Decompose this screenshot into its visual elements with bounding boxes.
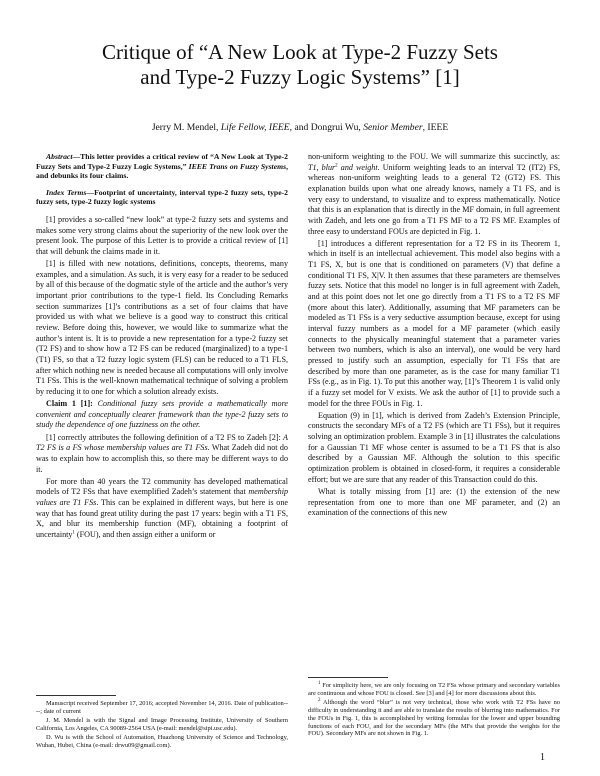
title-line-2: and Type-2 Fuzzy Logic Systems” [1] — [140, 65, 460, 89]
author-tail: , IEEE — [422, 122, 449, 133]
footnote-2-mark: 2 — [318, 697, 321, 703]
paragraph-equation: Equation (9) in [1], which is derived from Zadeh’s Extension Principle, constructs the secondary MFs of a T2 FS (which are T1 FSs), but it requires solving an optimization problem. Example 3 in [1] illustrates the calculations for a Gaussian T1 MF whose center is assumed to be a T1 FS that is also described by a Gaussian MF. Although the solution to this specific optimization problem is obtained in closed-form, it requires a considerable effort; but we are sure that any reader of this Transaction could do this. — [308, 410, 560, 484]
history-quote: membership values are T1 FSs — [36, 487, 288, 508]
abstract — [36, 152, 288, 181]
author-1: Jerry M. Mendel, — [151, 122, 221, 133]
footnote-rule-left — [36, 695, 116, 696]
footnote-1 — [308, 682, 560, 698]
attr-pre: [1] correctly attributes the following definition of a T2 FS to Zadeh [2]: — [46, 432, 284, 442]
abstract-label: Abstract — [46, 152, 73, 161]
manuscript-note: Manuscript received September 17, 2016; accepted November 14, 2016. Date of publication----; date of current — [36, 700, 288, 715]
blur-quote: T1, blur — [308, 162, 336, 172]
history-post: . This can be explained in different ways, but here is one way that has found great utility during the past 17 years: begin with a T1 FS, X, and blur its membership function (MF), obtaining a footprint of uncertainty — [36, 498, 288, 539]
right-column — [308, 152, 560, 520]
index-terms-dash: — — [86, 187, 95, 197]
paragraph-overview: [1] is filled with new notations, definitions, concepts, theorems, many examples, and a simulation. As such, it is very easy for a reader to be seduced by all of this because of the dogmatic style of the article and the author’s very important prior contributions to the type-1 field. Its Concluding Remarks section summarizes [1]’s contributions as a set of four claims that have provided us with what we believe is a good way to construct this critical review. Before doing this, however, we would like to summarize what the author’s intent is. It is to provide a new representation for a type-2 fuzzy set (T2 FS) and to show how a T2 FS can be reduced (marginalized) to a type-1 (T1) FS, so that a T2 fuzzy logic system (FLS) can be reduced to a T1 FLS, after which nothing new is needed because all computations will only involve T1 FSs. This is the well-known mathematical technique of solving a problem by reducing it to one for which a solution already exists. — [36, 259, 288, 396]
attr-quote: A T2 FS is a FS whose membership values are T1 FSs — [36, 432, 288, 453]
paragraph-blur — [308, 152, 560, 237]
claim-1 — [36, 399, 288, 431]
claim-1-label: Claim 1 [1]: — [46, 399, 93, 409]
abstract-dash: — — [72, 152, 81, 161]
left-footnotes — [36, 690, 288, 750]
footnote-1-text: For simplicity here, we are only focusing on T2 FSs whose primary and secondary variables are continuous and whose FOU is closed. See [3] and [4] for more discussions about this. — [308, 682, 560, 697]
footnote-ref-1: 1 — [72, 530, 75, 536]
author-2-role: Senior Member — [363, 122, 423, 133]
abstract-journal: IEEE Trans on Fuzzy Systems — [188, 161, 287, 171]
page-number: 1 — [540, 752, 545, 763]
index-terms-text: Footprint of uncertainty, interval type-2 fuzzy sets, type-2 fuzzy sets, type-2 fuzzy logic systems — [36, 187, 289, 207]
claim-1-text: Conditional fuzzy sets provide a mathematically more convenient and conceptually clearer framework than the type-2 fuzzy sets to study the dependence of one fuzziness on the other. — [36, 399, 289, 430]
left-column — [36, 152, 288, 542]
history-post-2: (FOU), and then assign either a uniform or — [74, 530, 216, 539]
index-terms-label: Index Terms — [46, 187, 87, 197]
blur-pre: non-uniform weighting to the FOU. We will summarize this succinctly, as: — [308, 152, 560, 161]
blur-post: . Uniform weighting leads to an interval T2 (IT2) FS, whereas non-uniform weighting leads to a general T2 (GT2) FS. This explanation builds upon what one already knows, namely a T1 FS, and is very easy to understand, to visualize and to express mathematically. Notice that this is an explanation that is directly in the MF domain, in full agreement with Zadeh, and lets one go from a T1 FS MF to a T2 FS MF. Examples of three easy to understand FOUs are depicted in Fig. 1. — [308, 162, 560, 236]
paragraph-intro: [1] provides a so-called “new look” at type-2 fuzzy sets and systems and makes some very strong claims about the superiority of the new look over the present look. The purpose of this Letter is to provide a critical review of [1] that will debunk the claims made in it. — [36, 214, 288, 256]
affiliation-mendel: J. M. Mendel is with the Signal and Image Processing Institute, University of Southern California, Los Angeles, CA 90089-2564 USA (e-mail: mendel@sipi.usc.edu). — [36, 716, 288, 732]
abstract-text-end: , and debunks its four claims. — [36, 161, 288, 181]
blur-quote-2: and weight — [337, 162, 378, 172]
paragraph-attribution — [36, 433, 288, 476]
abstract-text: This letter provides a critical review of “A New Look at Type-2 Fuzzy Sets and Type-2 Fuzzy Logic Systems,” — [36, 152, 288, 171]
paragraph-history — [36, 477, 288, 541]
paragraph-missing: What is totally missing from [1] are: (1) the extension of the new representation from one to more than one MF parameter, and (2) an examination of the connections of this new — [308, 486, 560, 518]
footnote-1-mark: 1 — [318, 680, 321, 686]
affiliation-wu: D. Wu is with the School of Automation, Huazhong University of Science and Technology, Wuhan, Hubei, China (e-mail: drwu09@gmail.com). — [36, 733, 288, 749]
footnote-2-text: Although the word “blur” is not very technical, those who work with T2 FSs have no difficulty in understanding it and are able to translate the results of blurring into mathematics. For the FOUs in Fig. 1, this is accomplished by writing formulas for the lower and upper bounding functions of each FOU, and for the secondary MFs (the MFs that provide the weights for the FOU). Secondary MFs are not shown in Fig. 1. — [308, 698, 560, 738]
paper-title — [40, 40, 560, 90]
footnote-rule-right — [308, 677, 388, 678]
paragraph-theorem: [1] introduces a different representation for a T2 FS in its Theorem 1, which in itself is an intellectual achievement. This model also begins with a T1 FS, X, but is one that is conditioned on parameters (V) that define a conditional T1 FS, X|V. It then assumes that these parameters are themselves fuzzy sets. Notice that this model no longer is in full agreement with Zadeh, and at this point does not let one go directly from a T1 FS to a T2 FS MF (more about this later). Additionally, assuming that MF parameters can be modeled as T1 FSs is a very seductive assumption because, except for using interval fuzzy numbers as a model for a MF parameter (which easily connects to the physically meaningful statement that a parameter varies between two numbers, which is also an interval), one would be very hard pressed to justify such an assumption, especially for T1 FSs that are described by more than one parameter, as is the case for many familiar T1 FSs (e.g., as in Fig. 1). To put this another way, [1]’s Theorem 1 is valid only if a fuzzy set model for V exists. We ask the author of [1] to provide such a model for the three FOUs in Fig. 1. — [308, 238, 560, 408]
title-line-1: Critique of “A New Look at Type-2 Fuzzy Sets — [102, 40, 498, 64]
footnote-2 — [308, 699, 560, 739]
right-footnotes — [308, 672, 560, 739]
author-line — [40, 122, 560, 133]
author-1-role: Life Fellow, IEEE, — [220, 122, 293, 133]
attr-post: . What Zadeh did not do was to explain how to accomplish this, so there may be different ways to do it. — [36, 443, 288, 474]
footnote-ref-2: 2 — [335, 162, 338, 168]
history-pre: For more than 40 years the T2 community has developed mathematical models of T2 FSs that have exemplified Zadeh’s statement that — [36, 476, 288, 497]
index-terms — [36, 188, 288, 207]
author-2: and Dongrui Wu, — [292, 122, 364, 133]
